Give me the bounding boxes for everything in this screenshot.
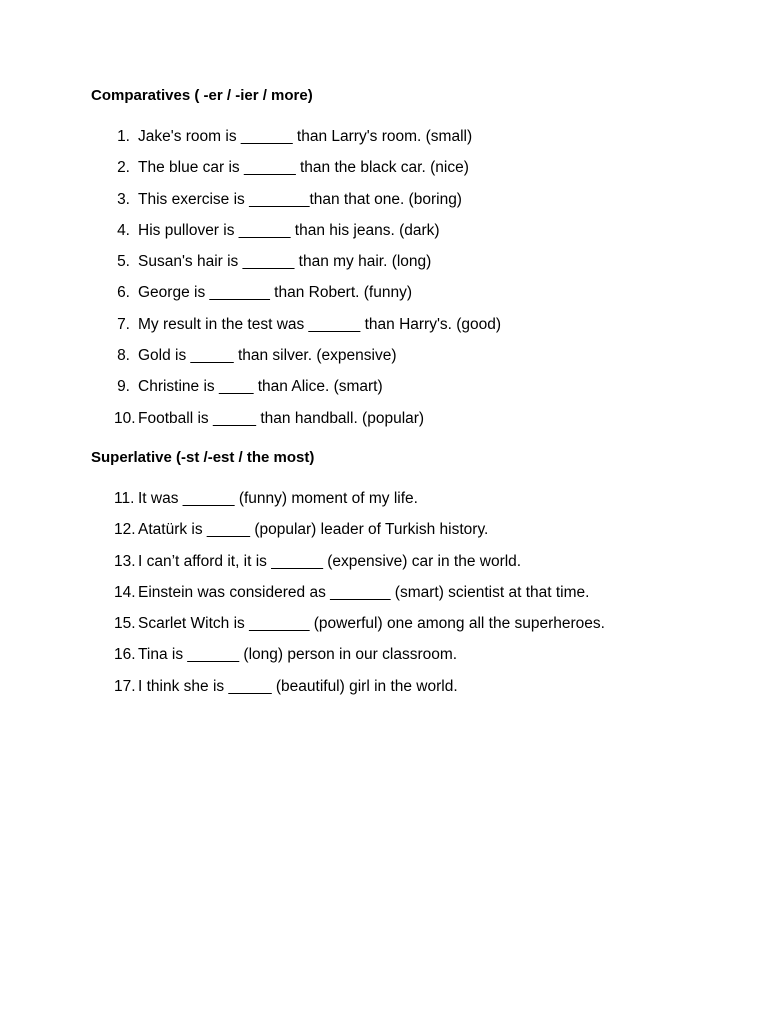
item-number: 2. (117, 159, 130, 177)
list-item (0, 283, 768, 314)
item-number: 15. (114, 615, 136, 633)
item-number: 10. (114, 409, 136, 427)
item-text: My result in the test was ______ than Harry's. (good) (138, 315, 502, 333)
item-text: Tina is ______ (long) person in our classroom. (138, 646, 458, 664)
item-text: I think she is _____ (beautiful) girl in the world. (138, 677, 458, 695)
item-number: 16. (114, 646, 136, 664)
list-item (0, 190, 768, 221)
list-item (0, 677, 768, 708)
item-text: Scarlet Witch is _______ (powerful) one among all the superheroes. (138, 615, 605, 633)
item-number: 1. (117, 128, 130, 145)
list-item (0, 409, 768, 440)
item-text: It was ______ (funny) moment of my life. (138, 490, 418, 507)
item-text: Football is _____ than handball. (popular) (138, 409, 425, 427)
item-text: Susan's hair is ______ than my hair. (long) (138, 253, 432, 271)
comparatives-heading: Comparatives ( -er / -ier / more) (91, 87, 313, 104)
list-item (0, 520, 768, 551)
list-item (0, 221, 768, 252)
list-item (0, 252, 768, 283)
list-item (0, 583, 768, 614)
item-text: Gold is _____ than silver. (expensive) (138, 347, 397, 365)
item-text: Christine is ____ than Alice. (smart) (138, 378, 383, 396)
list-item (0, 645, 768, 676)
list-item (0, 377, 768, 408)
item-number: 17. (114, 677, 136, 695)
item-number: 6. (117, 284, 130, 302)
item-number: 7. (117, 315, 130, 333)
item-text: His pullover is ______ than his jeans. (dark) (138, 221, 440, 239)
item-number: 5. (117, 253, 130, 271)
item-text: I can’t afford it, it is ______ (expensive) car in the world. (138, 552, 522, 570)
item-text: Jake's room is ______ than Larry's room. (small) (138, 128, 473, 145)
item-text: Atatürk is _____ (popular) leader of Turkish history. (138, 521, 489, 539)
item-text: Einstein was considered as _______ (smart) scientist at that time. (138, 583, 590, 601)
item-text: George is _______ than Robert. (funny) (138, 284, 413, 302)
item-text: This exercise is _______than that one. (boring) (138, 190, 462, 208)
list-item (0, 614, 768, 645)
list-item (0, 552, 768, 583)
item-number: 3. (117, 190, 130, 208)
superlatives-list (0, 489, 768, 708)
list-item (0, 127, 768, 158)
item-number: 12. (114, 521, 136, 539)
item-number: 8. (117, 347, 130, 365)
list-item (0, 158, 768, 189)
list-item (0, 489, 768, 520)
item-text: The blue car is ______ than the black car. (nice) (138, 159, 469, 177)
item-number: 13. (114, 552, 136, 570)
list-item (0, 315, 768, 346)
item-number: 4. (117, 221, 130, 239)
superlatives-heading: Superlative (-st /-est / the most) (91, 449, 315, 466)
list-item (0, 346, 768, 377)
item-number: 14. (114, 583, 136, 601)
item-number: 11. (114, 490, 135, 507)
comparatives-list (0, 127, 768, 440)
item-number: 9. (117, 378, 130, 396)
